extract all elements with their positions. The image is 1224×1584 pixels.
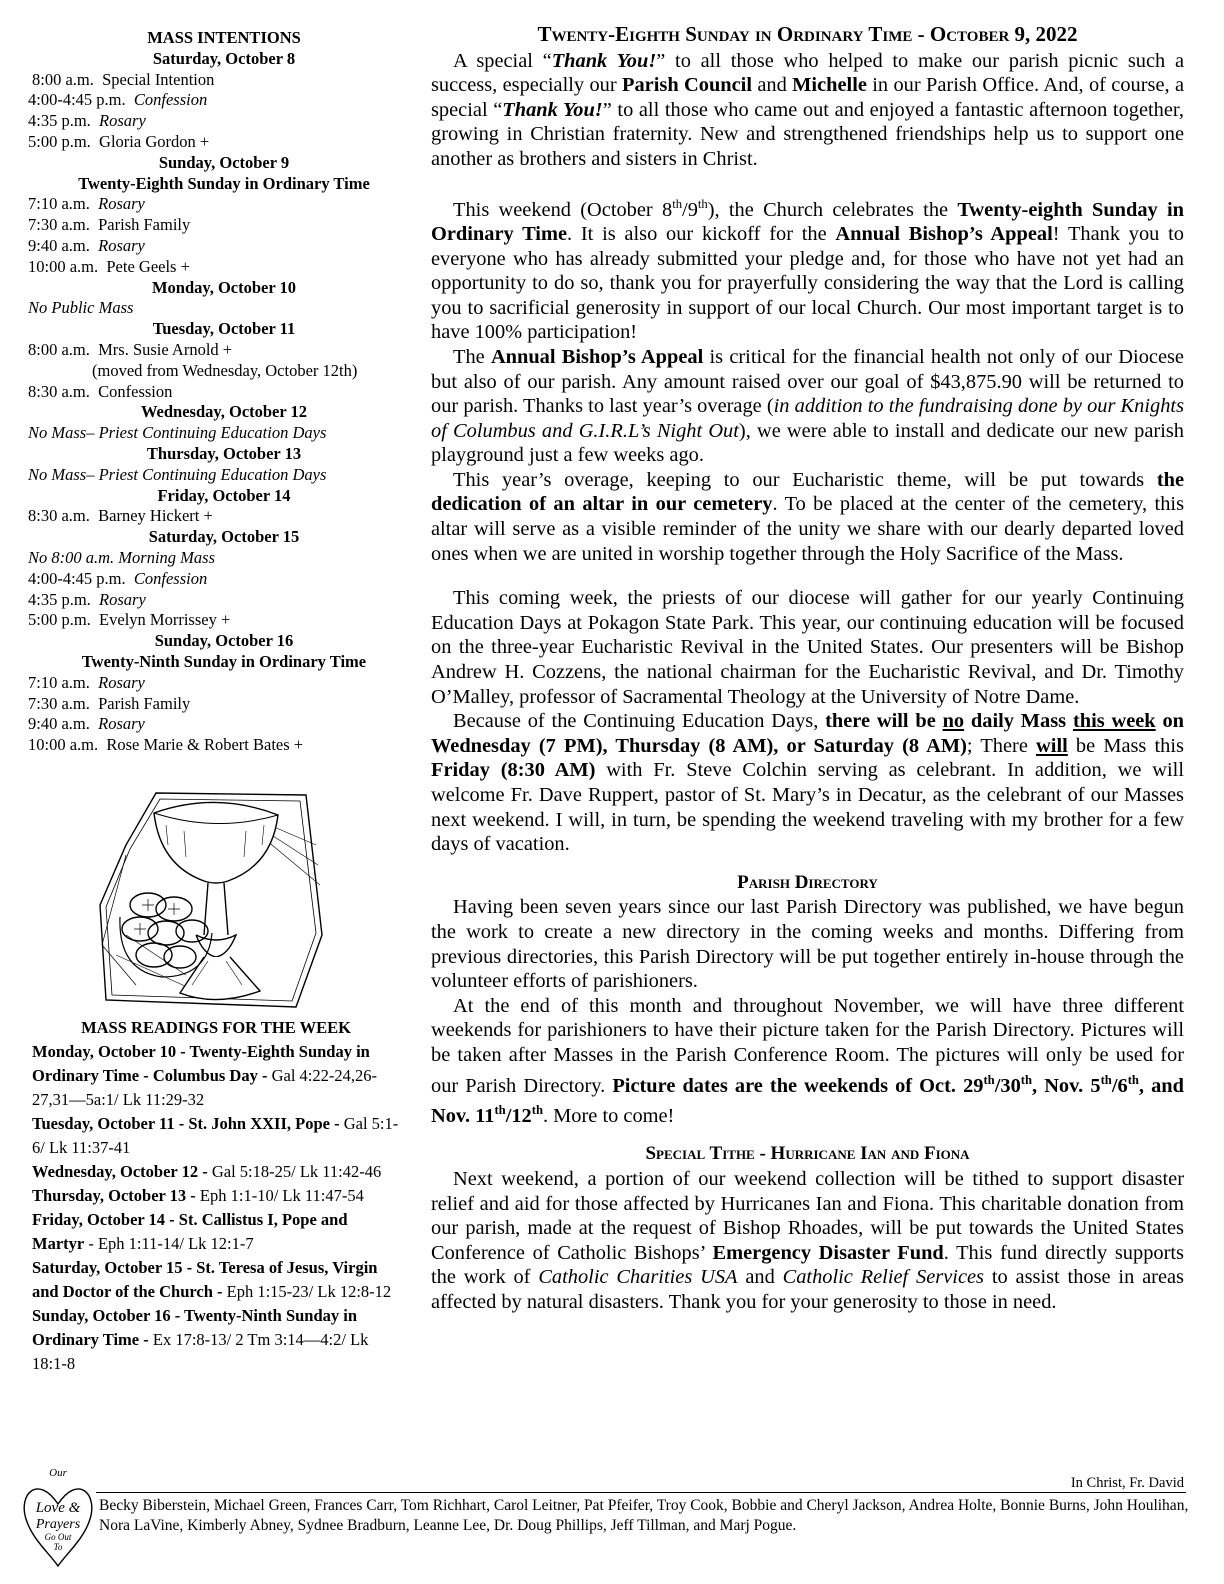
intention-row bbox=[28, 194, 420, 215]
intention-day-heading: Tuesday, October 11 bbox=[152, 319, 296, 339]
intention-time: 4:00-4:45 p.m. bbox=[28, 90, 126, 110]
intention-time: 7:10 a.m. bbox=[28, 672, 90, 692]
paragraph-mass-schedule-change bbox=[431, 709, 1184, 857]
text-run: there will be bbox=[825, 710, 943, 733]
reading-references: - Eph 1:11-14/ Lk 12:1-7 bbox=[84, 1234, 254, 1253]
intention-row bbox=[28, 569, 420, 590]
intention-day-heading: Sunday, October 9 bbox=[158, 152, 290, 172]
text-run: and bbox=[752, 74, 793, 97]
logo-word-prayers: Prayers bbox=[35, 1517, 81, 1532]
paragraph-thank-you bbox=[431, 49, 1184, 172]
pastor-letter bbox=[431, 22, 1184, 1314]
intention-time: 4:35 p.m. bbox=[28, 111, 91, 131]
intention-note: (moved from Wednesday, October 12th) bbox=[92, 360, 358, 380]
intention-time: 10:00 a.m. bbox=[28, 735, 99, 755]
intention-text: Parish Family bbox=[98, 215, 191, 235]
divider bbox=[96, 1492, 1186, 1493]
prayer-list-names: Becky Biberstein, Michael Green, Frances Carr, Tom Richhart, Carol Leitner, Pat Pfeifer, Troy Cook, Bobbie and Cheryl Jackson, Andrea Holte, Bonnie Burns, John Houlihan, Nora LaVine, Kimberly Abney, Sydnee Bradburn, Leanne Lee, Dr. Doug Phillips, Jeff Tillman, and Marj Pogue. bbox=[99, 1497, 1189, 1534]
text-run: th bbox=[494, 1102, 506, 1117]
reading-day: Saturday, October 15 - St. Teresa of Jesus, Virgin and Doctor of the Church - bbox=[32, 1258, 378, 1301]
intention-day-heading: Twenty-Ninth Sunday in Ordinary Time bbox=[81, 651, 367, 671]
text-run: Parish Council bbox=[622, 74, 753, 97]
paragraph-appeal-importance bbox=[431, 345, 1184, 468]
text-run: /30 bbox=[994, 1074, 1021, 1097]
text-run: The bbox=[453, 345, 491, 368]
text-run: th bbox=[697, 196, 708, 211]
intention-day-heading: Wednesday, October 12 bbox=[140, 402, 308, 422]
mass-intentions bbox=[28, 28, 420, 756]
reading-item bbox=[32, 1304, 400, 1376]
text-run: Twenty-eighth Sunday in Ordinary Time bbox=[431, 198, 1185, 245]
text-run: /12 bbox=[505, 1104, 532, 1127]
intention-text: Rose Marie & Robert Bates + bbox=[106, 735, 304, 755]
intention-row bbox=[28, 132, 420, 153]
reading-item bbox=[32, 1112, 400, 1160]
intention-day-heading: Friday, October 14 bbox=[157, 485, 291, 505]
paragraph-directory bbox=[431, 895, 1184, 993]
intention-text: Parish Family bbox=[98, 693, 191, 713]
intention-row bbox=[28, 714, 420, 735]
intention-time: 5:00 p.m. bbox=[28, 131, 91, 151]
mass-readings bbox=[32, 1016, 400, 1376]
text-run: . To be placed at the center of the cemetery, this altar will serve as a visible reminder of the unity we share with our dearly departed loved ones when we are united in worship together through the Holy Sacrifice of the Mass. bbox=[431, 493, 1184, 565]
intention-time: 5:00 p.m. bbox=[28, 610, 91, 630]
special-tithe-heading: Special Tithe - Hurricane Ian and Fiona bbox=[645, 1143, 970, 1165]
intention-day-heading: Saturday, October 15 bbox=[148, 527, 300, 547]
chalice-illustration bbox=[96, 785, 328, 1015]
text-run: This weekend (October 8 bbox=[453, 198, 673, 221]
text-run: At the end of this month and throughout November, we will have three different weekends for parishioners to have their picture taken for the Parish Directory. Pictures will be taken after Masses in the Parish Conference Room. The pictures will only be used for our Parish Directory. bbox=[431, 994, 1184, 1097]
text-run: Next weekend, a portion of our weekend collection will be tithed to support disaster relief and aid for those affected by Hurricanes Ian and Fiona. This charitable donation from our parish, made at the request of Bishop Rhoades, will be put towards the United States Conference of Catholic Bishops’ bbox=[431, 1167, 1184, 1264]
reading-references: Eph 1:1-10/ Lk 11:47-54 bbox=[195, 1186, 364, 1205]
intention-row bbox=[28, 90, 420, 111]
logo-word-love: Love & bbox=[35, 1500, 81, 1516]
intention-text: Gloria Gordon + bbox=[99, 131, 210, 151]
intention-day-heading: Monday, October 10 bbox=[151, 277, 297, 297]
letter-title: Twenty-Eighth Sunday in Ordinary Time - October 9, 2022 bbox=[537, 22, 1078, 46]
intention-row bbox=[28, 257, 420, 278]
intention-time: 7:30 a.m. bbox=[28, 693, 90, 713]
intention-text: Rosary bbox=[99, 111, 146, 131]
intention-row bbox=[28, 111, 420, 132]
intention-text: Rosary bbox=[98, 714, 145, 734]
intention-row bbox=[28, 590, 420, 611]
text-run: /6 bbox=[1111, 1074, 1128, 1097]
intention-text: Confession bbox=[133, 90, 208, 110]
logo-word-to: To bbox=[53, 1542, 63, 1552]
text-run: be Mass this bbox=[1067, 734, 1184, 757]
text-run: is critical for the financial health not only of our Diocese but also of our parish. Any amount raised over our goal of $43,875.90 will be returned to our parish. Thanks to last year’s overage ( bbox=[431, 345, 1184, 418]
text-run: Picture dates are the weekends of Oct. 29 bbox=[612, 1074, 984, 1097]
text-run: th bbox=[983, 1072, 995, 1087]
intention-note: No Public Mass bbox=[28, 298, 134, 318]
intention-text: Rosary bbox=[99, 589, 146, 609]
intention-text: Special Intention bbox=[102, 69, 215, 89]
text-run: no bbox=[942, 710, 965, 733]
text-run: ), we were able to install and dedicate our new parish playground just a few weeks ago. bbox=[431, 419, 1184, 467]
mass-readings-heading: MASS READINGS FOR THE WEEK bbox=[81, 1018, 351, 1037]
text-run: Michelle bbox=[792, 74, 867, 97]
intention-row bbox=[28, 735, 420, 756]
text-run: Having been seven years since our last Parish Directory was published, we have begun the work to create a new directory in the coming weeks and months. Differing from previous directories, this Parish Directory will be put together entirely in-house through the volunteer efforts of parishioners. bbox=[431, 896, 1184, 993]
reading-day: Monday, October 10 - Twenty-Eighth Sunday in Ordinary Time - Columbus Day - bbox=[32, 1042, 370, 1085]
intention-text: Evelyn Morrissey + bbox=[99, 610, 231, 630]
text-run: . It is also our kickoff for the bbox=[567, 222, 836, 245]
intention-row bbox=[28, 673, 420, 694]
intention-time: 7:10 a.m. bbox=[28, 194, 90, 214]
reading-day: Sunday, October 16 - Twenty-Ninth Sunday in Ordinary Time - bbox=[32, 1306, 358, 1349]
text-run: Catholic Relief Services bbox=[782, 1266, 984, 1289]
text-run: on Wednesday (7 PM), Thursday (8 AM), or Saturday (8 AM) bbox=[431, 710, 1185, 757]
text-run: th bbox=[531, 1102, 543, 1117]
text-run: Catholic Charities USA bbox=[538, 1266, 738, 1289]
text-run: the dedication of an altar in our cemetery bbox=[431, 468, 1184, 516]
intention-text: Barney Hickert + bbox=[98, 506, 213, 526]
mass-intentions-list bbox=[28, 49, 420, 756]
paragraph-picture-dates bbox=[431, 994, 1184, 1129]
reading-item bbox=[32, 1160, 400, 1184]
paragraph-overage bbox=[431, 468, 1184, 566]
intention-time: 7:30 a.m. bbox=[28, 215, 90, 235]
intention-day-heading: Twenty-Eighth Sunday in Ordinary Time bbox=[78, 173, 370, 193]
text-run: and bbox=[737, 1266, 783, 1289]
intention-note: No Mass– Priest Continuing Education Days bbox=[28, 423, 327, 443]
text-run: will bbox=[1036, 734, 1068, 757]
text-run: . More to come! bbox=[542, 1104, 675, 1127]
text-run: ! Thank you to everyone who has already submitted your pledge and, for those who have not yet had an opportunity to do so, thank you for prayerfully considering the way that the Lord is calling you to sacrificial generosity in support of our local Church. Our most important target is to have 100% participation! bbox=[431, 222, 1184, 344]
intention-note: No 8:00 a.m. Morning Mass bbox=[28, 547, 216, 567]
text-run: in addition to the fundraising done by our Knights of Columbus and G.I.R.L’s Night Out bbox=[431, 395, 1184, 442]
intention-text: Pete Geels + bbox=[106, 256, 190, 276]
text-run: Annual Bishop’s Appeal bbox=[490, 345, 704, 368]
reading-references: Gal 4:22-24,26-27,31—5a:1/ Lk 11:29-32 bbox=[32, 1066, 377, 1109]
text-run: ; There bbox=[966, 734, 1037, 757]
paragraph-bishops-appeal bbox=[431, 192, 1184, 345]
text-run: th bbox=[1020, 1072, 1032, 1087]
reading-item bbox=[32, 1040, 400, 1112]
reading-day: Friday, October 14 - St. Callistus I, Pope and Martyr bbox=[32, 1210, 348, 1253]
logo-word-our: Our bbox=[49, 1467, 67, 1479]
reading-references: Gal 5:18-25/ Lk 11:42-46 bbox=[207, 1162, 382, 1181]
reading-item bbox=[32, 1208, 400, 1256]
text-run: Thank You! bbox=[551, 49, 657, 72]
reading-item bbox=[32, 1184, 400, 1208]
text-run: Annual Bishop’s Appeal bbox=[835, 222, 1053, 245]
intention-text: Mrs. Susie Arnold + bbox=[98, 339, 233, 359]
signature: In Christ, Fr. David bbox=[1070, 1475, 1184, 1491]
intention-row bbox=[28, 506, 420, 527]
intention-time: 9:40 a.m. bbox=[28, 235, 90, 255]
text-run: Emergency Disaster Fund bbox=[712, 1241, 944, 1264]
text-run: daily Mass bbox=[964, 710, 1073, 733]
intention-time: 8:30 a.m. bbox=[28, 381, 90, 401]
reading-day: Tuesday, October 11 - St. John XXII, Pope - bbox=[32, 1114, 340, 1133]
intention-row bbox=[28, 70, 420, 91]
intention-time: 4:35 p.m. bbox=[28, 589, 91, 609]
text-run: , and Nov. 11 bbox=[431, 1074, 1184, 1127]
text-run: in our Parish Office. And, of course, a special “ bbox=[431, 74, 1184, 121]
text-run: ), the Church celebrates the bbox=[707, 198, 958, 221]
text-run: , Nov. 5 bbox=[1032, 1074, 1101, 1097]
intention-time: 8:00 a.m. bbox=[32, 69, 94, 89]
intention-row bbox=[28, 340, 420, 361]
reading-references: Gal 5:1-6/ Lk 11:37-41 bbox=[32, 1114, 399, 1157]
mass-readings-list bbox=[32, 1040, 400, 1376]
logo-word-go-out: Go Out bbox=[44, 1532, 72, 1542]
mass-intentions-heading: MASS INTENTIONS bbox=[147, 28, 301, 47]
reading-day: Thursday, October 13 - bbox=[32, 1186, 196, 1205]
intention-day-heading: Saturday, October 8 bbox=[152, 48, 296, 68]
love-and-prayers-logo bbox=[18, 1464, 98, 1574]
text-run: This coming week, the priests of our diocese will gather for our yearly Continuing Education Days at Pokagon State Park. This year, our continuing education will be focused on the three-year Eucharistic Revival in the United States. Our presenters will be Bishop Andrew H. Cozzens, the national chairman for the Eucharistic Revival, and Dr. Timothy O’Malley, professor of Sacramental Theology at the University of Notre Dame. bbox=[431, 587, 1184, 708]
text-run: Thank You! bbox=[502, 98, 603, 121]
paragraph-tithe bbox=[431, 1167, 1184, 1315]
intention-time: 10:00 a.m. bbox=[28, 256, 99, 276]
text-run: ” to all those who came out and enjoyed a fantastic afternoon together, growing in Christian fraternity. New and strengthened friendships help us to support one another as brothers and sisters in Christ. bbox=[431, 98, 1184, 170]
text-run: th bbox=[1127, 1072, 1139, 1087]
intention-time: 8:30 a.m. bbox=[28, 506, 90, 526]
intention-row bbox=[28, 236, 420, 257]
text-run: ” to all those who helped to make our parish picnic such a success, especially our bbox=[431, 49, 1184, 97]
text-run: Because of the Continuing Education Days, bbox=[453, 710, 826, 733]
intention-time: 9:40 a.m. bbox=[28, 714, 90, 734]
text-run: . This fund directly supports the work of bbox=[431, 1241, 1184, 1289]
paragraph-continuing-education bbox=[431, 586, 1184, 709]
intention-row bbox=[28, 215, 420, 236]
intention-day-heading: Sunday, October 16 bbox=[154, 631, 294, 651]
intention-row bbox=[28, 382, 420, 403]
reading-references: Ex 17:8-13/ 2 Tm 3:14—4:2/ Lk 18:1-8 bbox=[32, 1330, 369, 1373]
text-run: th bbox=[1100, 1072, 1112, 1087]
intention-row bbox=[28, 694, 420, 715]
intention-note: No Mass– Priest Continuing Education Days bbox=[28, 464, 327, 484]
reading-day: Wednesday, October 12 - bbox=[32, 1162, 208, 1181]
text-run: this week bbox=[1072, 710, 1156, 733]
reading-references: Eph 1:15-23/ Lk 12:8-12 bbox=[222, 1282, 392, 1301]
intention-time: 4:00-4:45 p.m. bbox=[28, 568, 126, 588]
intention-time: 8:00 a.m. bbox=[28, 339, 90, 359]
text-run: Friday (8:30 AM) bbox=[431, 759, 596, 782]
intention-text: Rosary bbox=[98, 235, 145, 255]
intention-text: Confession bbox=[98, 381, 173, 401]
intention-row bbox=[28, 610, 420, 631]
intention-text: Rosary bbox=[98, 672, 145, 692]
intention-day-heading: Thursday, October 13 bbox=[146, 443, 302, 463]
text-run: /9 bbox=[682, 198, 698, 221]
text-run: A special “ bbox=[453, 49, 552, 72]
text-run: This year’s overage, keeping to our Eucharistic theme, will be put towards bbox=[453, 468, 1157, 491]
text-run: to assist those in areas affected by natural disasters. Thank you for your generosity to those in need. bbox=[431, 1266, 1184, 1313]
intention-text: Confession bbox=[133, 568, 208, 588]
text-run: th bbox=[672, 196, 683, 211]
intention-text: Rosary bbox=[98, 194, 145, 214]
reading-item bbox=[32, 1256, 400, 1304]
parish-directory-heading: Parish Directory bbox=[737, 871, 878, 893]
text-run: with Fr. Steve Colchin serving as celebrant. In addition, we will welcome Fr. Dave Ruppert, pastor of St. Mary’s in Decatur, as the celebrant of our Masses next weekend. I will, in turn, be spending the weekend traveling with my brother for a few days of vacation. bbox=[431, 759, 1184, 856]
